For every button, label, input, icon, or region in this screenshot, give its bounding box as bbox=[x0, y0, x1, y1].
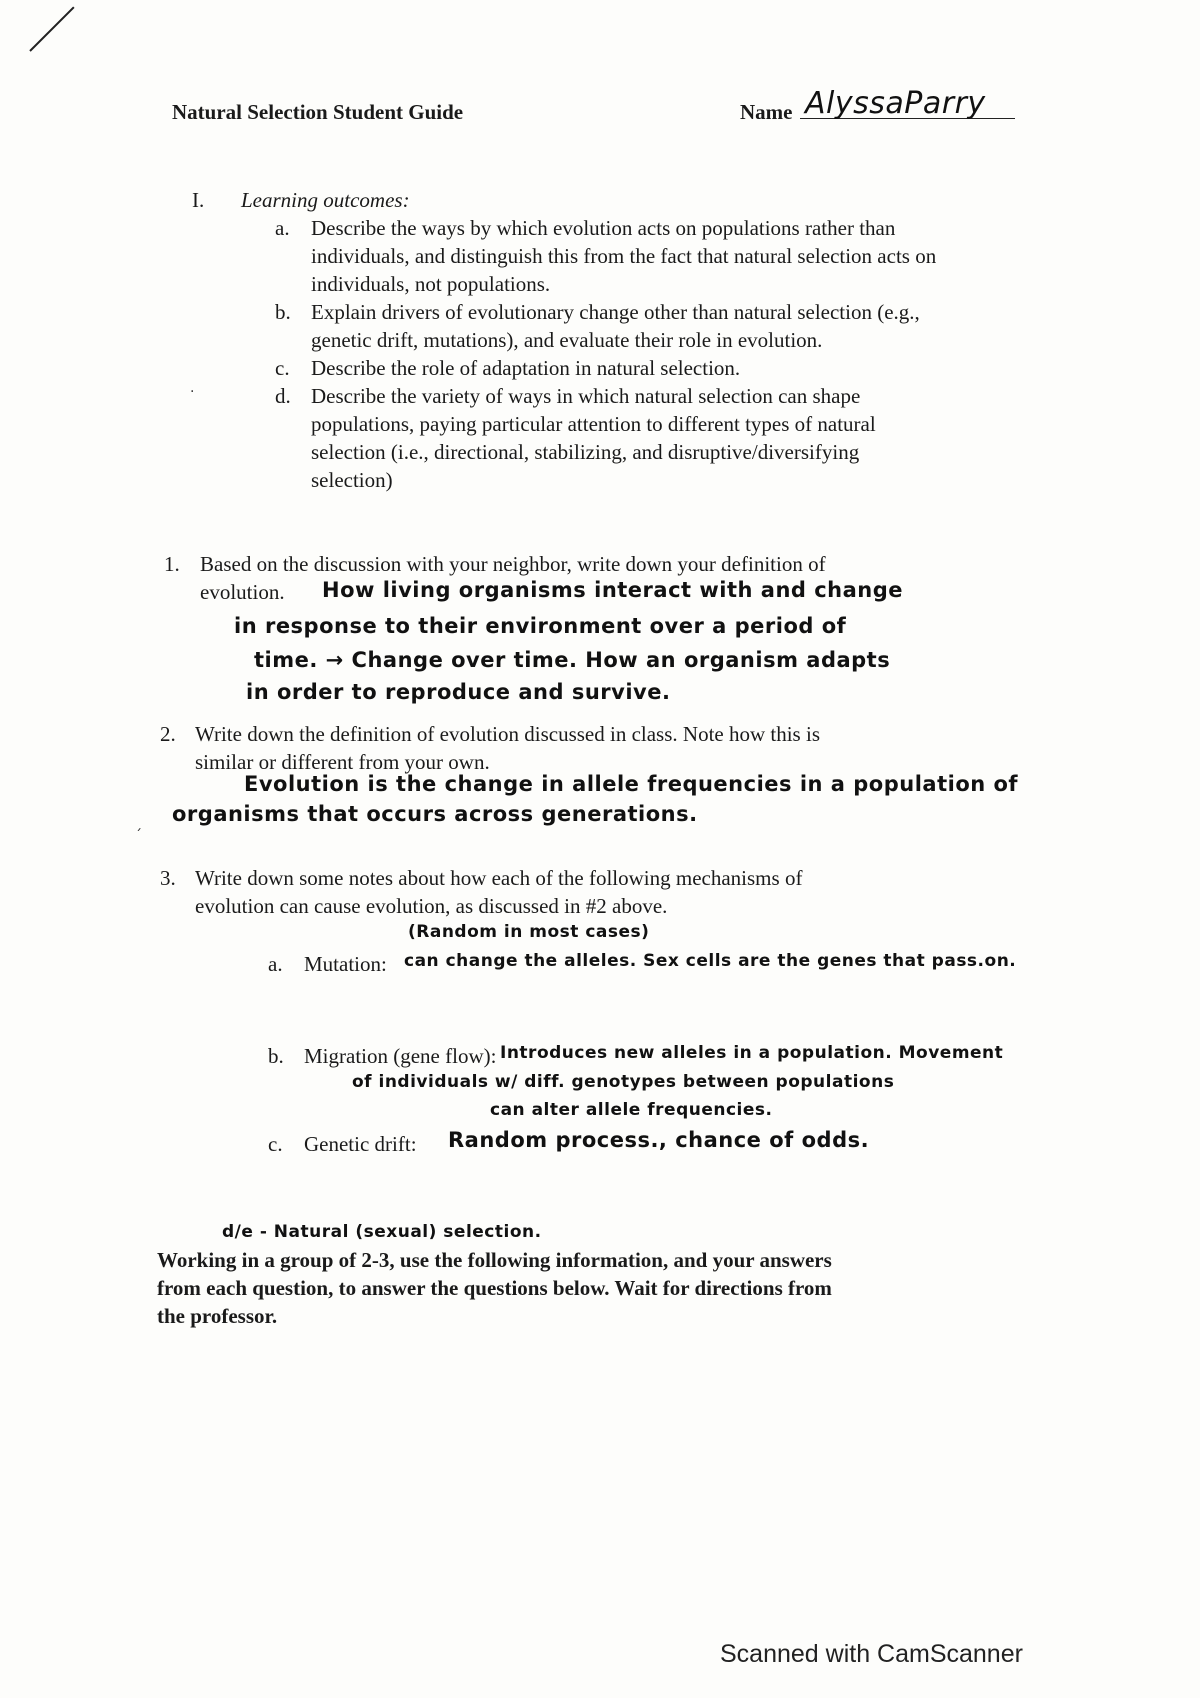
q3-line-2: evolution can cause evolution, as discussed in #2 above. bbox=[195, 894, 668, 918]
outcome-d-line-2: populations, paying particular attention to different types of natural bbox=[311, 412, 876, 436]
outcome-b-letter: b. bbox=[275, 300, 291, 324]
outcomes-numeral: I. bbox=[192, 188, 205, 212]
outcome-a-line-2: individuals, and distinguish this from the fact that natural selection acts on bbox=[311, 244, 937, 268]
group-line-3: the professor. bbox=[157, 1304, 278, 1328]
q1-answer-line-3: time. → Change over time. How an organism adapts bbox=[254, 648, 891, 672]
outcome-d-letter: d. bbox=[275, 384, 291, 408]
q3b-label: Migration (gene flow): bbox=[304, 1044, 497, 1068]
outcome-d-line-3: selection (i.e., directional, stabilizing, and disruptive/diversifying bbox=[311, 440, 860, 464]
q1-number: 1. bbox=[164, 552, 180, 576]
q3-line-1: Write down some notes about how each of the following mechanisms of bbox=[195, 866, 803, 890]
q1-answer-line-1: How living organisms interact with and change bbox=[322, 578, 904, 602]
q2-line-1: Write down the definition of evolution discussed in class. Note how this is bbox=[195, 722, 820, 746]
pen-slash-mark bbox=[29, 6, 74, 51]
q3-number: 3. bbox=[160, 866, 176, 890]
group-line-1: Working in a group of 2-3, use the following information, and your answers bbox=[157, 1248, 832, 1272]
q3a-answer: can change the alleles. Sex cells are the genes that pass.on. bbox=[404, 951, 1017, 971]
student-name: AlyssaParry bbox=[805, 86, 986, 121]
stray-tick-mark: ˊ bbox=[135, 828, 142, 844]
q1-line-1: Based on the discussion with your neighbor, write down your definition of bbox=[200, 552, 826, 576]
outcome-d-line-4: selection) bbox=[311, 468, 393, 492]
outcome-c-line-1: Describe the role of adaptation in natural selection. bbox=[311, 356, 741, 380]
q3b-answer-line-3: can alter allele frequencies. bbox=[490, 1100, 773, 1120]
q3-mutation-note: (Random in most cases) bbox=[408, 922, 650, 942]
handwritten-de-note: d/e - Natural (sexual) selection. bbox=[222, 1222, 542, 1242]
group-line-2: from each question, to answer the questions below. Wait for directions from bbox=[157, 1276, 832, 1300]
outcome-b-line-1: Explain drivers of evolutionary change other than natural selection (e.g., bbox=[311, 300, 920, 324]
q3c-label: Genetic drift: bbox=[304, 1132, 417, 1156]
q2-answer-line-1: Evolution is the change in allele frequencies in a population of bbox=[244, 772, 1019, 796]
outcome-a-letter: a. bbox=[275, 216, 290, 240]
q3a-label: Mutation: bbox=[304, 952, 387, 976]
q1-answer-line-4: in order to reproduce and survive. bbox=[246, 680, 671, 704]
q2-answer-line-2: organisms that occurs across generations. bbox=[172, 802, 698, 826]
q2-line-2: similar or different from your own. bbox=[195, 750, 490, 774]
q3c-letter: c. bbox=[268, 1132, 283, 1156]
q1-line-2: evolution. bbox=[200, 580, 285, 604]
q3c-answer: Random process., chance of odds. bbox=[448, 1128, 870, 1152]
outcomes-heading: Learning outcomes: bbox=[241, 188, 410, 212]
outcome-a-line-1: Describe the ways by which evolution acts on populations rather than bbox=[311, 216, 896, 240]
doc-title: Natural Selection Student Guide bbox=[172, 100, 464, 124]
outcome-c-letter: c. bbox=[275, 356, 290, 380]
name-label: Name bbox=[740, 100, 793, 124]
outcome-a-line-3: individuals, not populations. bbox=[311, 272, 551, 296]
stray-dot-mark: · bbox=[190, 384, 195, 400]
q3b-letter: b. bbox=[268, 1044, 284, 1068]
outcome-b-line-2: genetic drift, mutations), and evaluate their role in evolution. bbox=[311, 328, 823, 352]
q3a-letter: a. bbox=[268, 952, 283, 976]
outcome-d-line-1: Describe the variety of ways in which natural selection can shape bbox=[311, 384, 861, 408]
q3b-answer-line-1: Introduces new alleles in a population. Movement bbox=[500, 1043, 1004, 1063]
q1-answer-line-2: in response to their environment over a period of bbox=[234, 614, 847, 638]
q2-number: 2. bbox=[160, 722, 176, 746]
q3b-answer-line-2: of individuals w/ diff. genotypes between populations bbox=[352, 1072, 895, 1092]
camscanner-watermark: Scanned with CamScanner bbox=[720, 1640, 1023, 1668]
